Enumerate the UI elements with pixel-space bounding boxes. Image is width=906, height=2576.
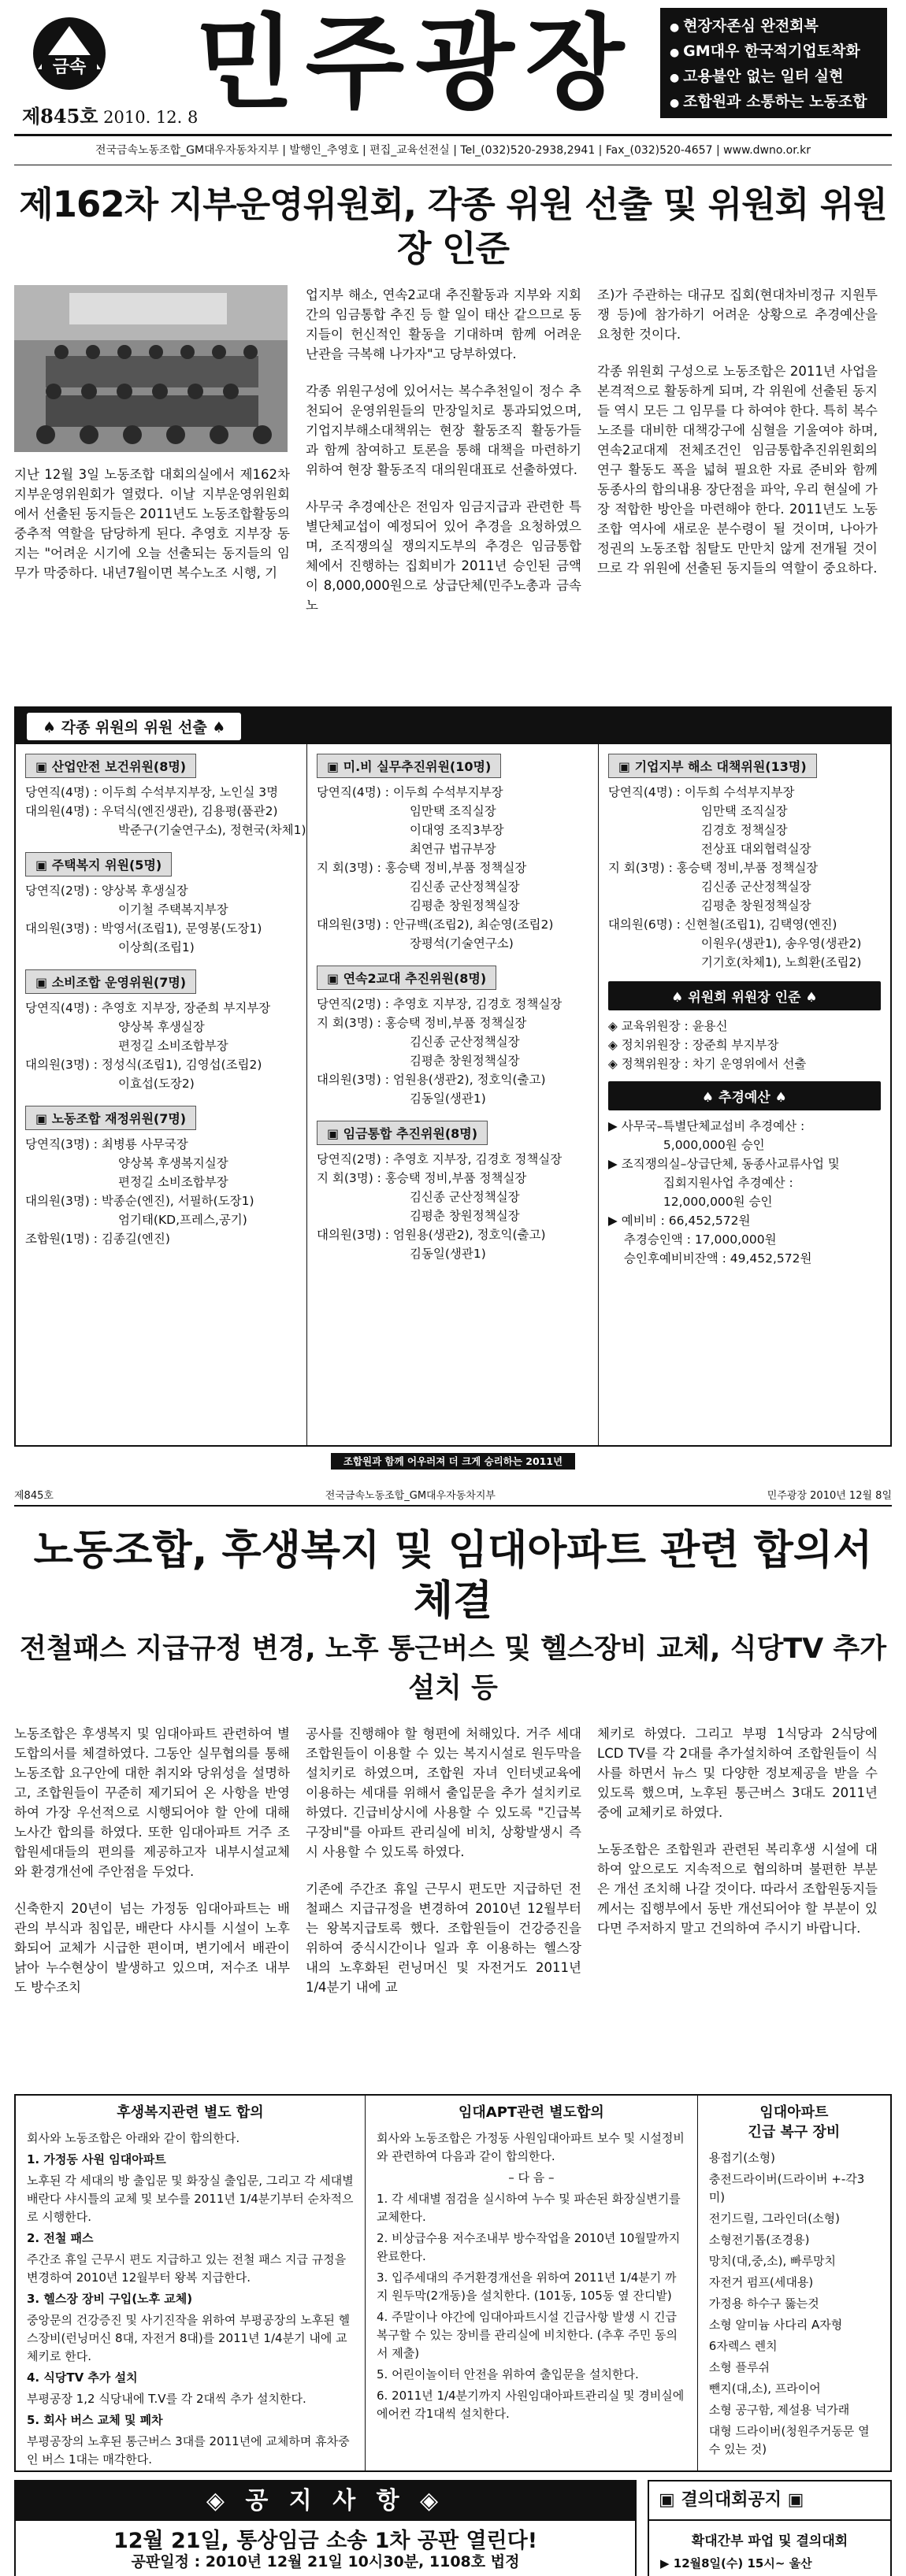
article1-body (14, 285, 892, 706)
notice-heading: ◈ 공 지 사 항 ◈ (16, 2481, 635, 2521)
article2-col3: 체키로 하였다. 그리고 부평 1식당과 2식당에 LCD TV를 각 2대를 추가설치하여 조합원들이 식사를 하면서 뉴스 및 다양한 정보제공을 받을 수 있도록 했으며, 노후된 통근버스 3대도 2011년 중에 교체키로 하였다. 노동조합은 조합원과 관련된 복리후생 시설에 대하여 앞으로도 지속적으로 협의하며 불편한 부분은 개선 조치해 나갈 것이다. 따라서 조합원동지들께서는 집행부에서 동반 개선되어야 할 부분이 있다면 주저하지 말고 건의하여 주시기 바랍니다. (597, 1726, 878, 1936)
newspaper-title: 민주광장 (195, 3, 636, 123)
chair-banner: ♠ 위원회 위원장 인준 ♠ (608, 981, 881, 1010)
masthead (14, 0, 892, 136)
rally-notice-heading: ▣ 결의대회공지 ▣ (649, 2481, 890, 2521)
committee-col-right: ▣ 기업지부 해소 대책위원(13명) 당연직(4명) : 이두희 수석부지부장 임만택 조직실장 김경호 정책실장 전상표 대외협력실장 지 회(3명) : 홍승택 정비,부품 정책실장 김신종 군산정책실장 김평춘 창원정책실장 대의원(6명) : 신현철(조립1), 김택영(엔진) 이원우(생관1), 송우영(생관2) 기기호(차체1), 노희환(조립2) ♠ 위원회 위원장 인준 ♠ ◈ 교육위원장 : 윤용신 ◈ 정치위원장 : 장준희 부지부장 ◈ 정책위원장 : 차기 운영위에서 선출 ♠ 추경예산 ♠ ▶ 사무국–특별단체교섭비 추경예산 : 5,000,000원 승인 ▶ 조직쟁의실–상급단체, 동종사교류사업 및 집회지원사업 추경예산 : 12,000,000원 승인 ▶ 예비비 : 66,452,572원 추경승인액 : 17,000,000원 승인후예비비잔액 : 49,452,572원 (599, 744, 890, 1445)
emergency-equipment-list: 임대아파트 긴급 복구 장비 용접기(소형) 충전드라이버(드라이버 +-각3미) 전기드릴, 그라인더(소형) 소형전기톱(조경용) 망치(대,중,소), 빠루망치 자전거 펌프(세대용) 가정용 하수구 뚫는것 소형 알미늄 사다리 A자형 6자렉스 렌치 소형 플루쉬 뺀지(대,소), 프라이어 소형 공구함, 제설용 넉가래 대형 드라이버(청원주거동문 열수 있는 것) (708, 2104, 870, 2456)
agreement-box (14, 2094, 892, 2472)
chair-item: ◈ 정책위원장 : 차기 운영위에서 선출 (608, 1054, 881, 1073)
budget-item: ▶ 사무국–특별단체교섭비 추경예산 : (608, 1117, 881, 1136)
chair-item: ◈ 교육위원장 : 윤용신 (608, 1017, 881, 1036)
issue-number: 제845호 (22, 105, 98, 128)
issue-info (22, 101, 198, 128)
issue-date: 2010. 12. 8 (103, 108, 199, 127)
slogan: ● GM대우 한국적기업토착화 (670, 39, 878, 65)
chair-item: ◈ 정치위원장 : 장준희 부지부장 (608, 1036, 881, 1054)
slogan: ● 조합원과 소통하는 노동조합 (670, 90, 878, 115)
slogan: ● 고용불안 없는 일터 실현 (670, 65, 878, 90)
committee-col-left (16, 744, 307, 1445)
committee-section: ▣ 노동조합 재정위원(7명) 당연직(3명) : 최병룡 사무국장 양상복 후생복지실장 편정길 소비조합부장 대의원(3명) : 박종순(엔진), 서필하(도장1) 엄기태(KD,프레스,공기) 조합원(1명) : 김종길(엔진) (25, 1103, 297, 1248)
apartment-agreement: 임대APT관련 별도합의 회사와 노동조합은 가정동 사원임대아파트 보수 및 시설정비와 관련하여 다음과 같이 합의한다. – 다 음 – 1. 각 세대별 점검을 실시하여 누수 및 파손된 화장실변기를 교체한다. 2. 비상급수용 저수조내부 방수작업을 2010년 10월말까지 완료한다. 3. 입주세대의 주거환경개선을 위하여 2011년 1/4분기 까지 원두막(2개동)을 설치한다. (101동, 105동 옆 잔디밭) 4. 주말이나 야간에 임대아파트시설 긴급사항 발생 시 긴급 복구할 수 있는 장비를 관리실에 비치한다. (추후 주민 동의서 제출) 5. 어린이놀이터 안전을 위하여 출입문을 설치한다. 6. 2011년 1/4분기까지 사원임대아파트관리실 및 경비실에 에어컨 각1대씩 설치한다. (366, 2096, 698, 2470)
notice-box: ◈ 공 지 사 항 ◈ 12월 21일, 통상임금 소송 1차 공판 열린다! 공판일정 : 2010년 12월 21일 10시30분, 1108호 법정 (14, 2480, 637, 2576)
budget-item: ▶ 예비비 : 66,452,572원 (608, 1211, 881, 1230)
committee-section: ▣ 주택복지 위원(5명) 당연직(2명) : 양상복 후생실장 이기철 주택복지부장 대의원(3명) : 박영서(조립1), 문영봉(도장1) 이상희(조립1) (25, 849, 297, 957)
rally-notice-box: ▣ 결의대회공지 ▣ 확대간부 파업 및 결의대회 ▶ 12월8일(수) 15시~ 울산 (648, 2480, 892, 2576)
union-logo-icon (22, 14, 117, 93)
budget-item: ▶ 조직쟁의실–상급단체, 동종사교류사업 및 (608, 1155, 881, 1173)
committee-section: ▣ 미.비 실무추진위원(10명) 당연직(4명) : 이두희 수석부지부장 임만택 조직실장 이대영 조직3부장 최연규 법규부장 지 회(3명) : 홍승택 정비,부품 정책실장 김신종 군산정책실장 김평춘 창원정책실장 대의원(3명) : 안규백(조립2), 최순영(조립2) 장평석(기술연구소) (317, 751, 589, 953)
article2-headline: 노동조합, 후생복지 및 임대아파트 관련 합의서 체결 (33, 1527, 873, 1625)
article1-headline: 제162차 지부운영위원회, 각종 위원 선출 및 위원회 위원장 인준 (19, 183, 887, 269)
budget-banner: ♠ 추경예산 ♠ (608, 1081, 881, 1110)
committee-box (14, 706, 892, 1447)
slogan-box (660, 8, 887, 118)
publisher-info: 전국금속노동조합_GM대우자동차지부 | 발행인_추영호 | 편집_교육선전실 | Tel_(032)520-2938,2941 | Fax_(032)520-4657 | www.dwno.or.kr (14, 136, 892, 165)
committee-section: ▣ 임금통합 추진위원(8명) 당연직(2명) : 추영호 지부장, 김경호 정책실장 지 회(3명) : 홍승택 정비,부품 정책실장 김신종 군산정책실장 김평춘 창원정책실장 대의원(3명) : 엄원용(생관2), 정호익(출고) 김동일(생관1) (317, 1118, 589, 1263)
notice-area (14, 2480, 892, 2576)
article2-subheadline: 전철패스 지급규정 변경, 노후 통근버스 및 헬스장비 교체, 식당TV 추가설치 등 (19, 1633, 887, 1704)
committee-section: ▣ 소비조합 운영위원(7명) 당연직(4명) : 추영호 지부장, 장준희 부지부장 양상복 후생실장 편정길 소비조합부장 대의원(3명) : 정성식(조립1), 김영섭(조립2) 이효섭(도장2) (25, 966, 297, 1093)
article1-col3: 조)가 주관하는 대규모 집회(현대차비정규 지원투쟁 등)에 참가하기 어려운 상황으로 추경예산을 요청한 것이다. 각종 위원회 구성으로 노동조합은 2011년 사업을 본격적으로 활동하게 되며, 각 위원에 선출된 동지들 역시 모든 그 임무를 다 하여야 한다. 특히 복수노조를 대비한 대책강구에 심혈을 기울여야 하며, 연속2교대제 전체조건인 임금통합추진위원회의 연구 활동도 폭을 넓혀 필요한 자료 준비와 함께 동종사의 합의내용 장단점을 파악, 우리 현실에 가장 적합한 방안을 마련해야 한다. 2011년도 노동조합 역사에 새로운 분수령이 될 것이며, 나아가 정권의 노동조합 침탈도 만만치 않게 전개될 것이므로 각 위원에 선출된 동지들의 역할이 중요하다. (597, 287, 878, 576)
committee-section: ▣ 산업안전 보건위원(8명) 당연직(4명) : 이두희 수석부지부장, 노인실 3명 대의원(4명) : 우덕식(엔진생관), 김용평(품관2) 박준구(기술연구소), 정현국(차체1) (25, 751, 297, 840)
article2-body (14, 1724, 892, 2094)
committee-banner-bar (16, 708, 890, 744)
committee-banner: ♠ 각종 위원의 위원 선출 ♠ (27, 713, 241, 740)
committee-section: ▣ 기업지부 해소 대책위원(13명) 당연직(4명) : 이두희 수석부지부장 임만택 조직실장 김경호 정책실장 전상표 대외협력실장 지 회(3명) : 홍승택 정비,부품 정책실장 김신종 군산정책실장 김평춘 창원정책실장 대의원(6명) : 신현철(조립1), 김택영(엔진) 이원우(생관1), 송우영(생관2) 기기호(차체1), 노희환(조립2) (608, 751, 881, 972)
welfare-agreement: 후생복지관련 별도 합의 회사와 노동조합은 아래와 같이 합의한다. 1. 가정동 사원 임대아파트 노후된 각 세대의 방 출입문 및 화장실 출입문, 그리고 각 세대별 배란다 샤시틀의 교체 및 보수를 2011년 1/4분기부터 순차적으로 시행한다. 2. 전철 패스 주간조 휴일 근무시 편도 지급하고 있는 전철 패스 지급 규정을 변경하여 2010년 12월부터 왕복 지급한다. 3. 헬스장 장비 구입(노후 교체) 중앙문의 건강증진 및 사기진작을 위하여 부평공장의 노후된 헬스장비(런닝머신 8대, 자전거 8대)를 2011년 1/4분기 내에 교체키로 한다. 4. 식당TV 추가 설치 부평공장 1,2 식당내에 T.V를 각 2대씩 추가 설치한다. 5. 회사 버스 교체 및 폐차 부평공장의 노후된 통근버스 3대를 2011년에 교체하며 휴차중인 버스 1대는 매각한다. (16, 2096, 366, 2470)
logo-text: 금속 (52, 57, 87, 77)
article2-col1: 노동조합은 후생복지 및 임대아파트 관련하여 별도합의서를 체결하였다. 그동안 실무협의를 통해 노동조합 요구안에 대한 취지와 당위성을 설명하고, 조합원들이 꾸준히 제기되어 온 사항을 반영하여 가장 우선적으로 시행되어야 할 안에 대해 노사간 합의를 하였다. 또한 임대아파트 거주 조합원세대들의 편의를 제공하고자 내부시설교체와 환경개선에 주안점을 두었다. 신축한지 20년이 넘는 가정동 임대아파트는 배관의 부식과 침입문, 배란다 샤시틀 시설이 노후화되어 교체가 시급한 편이며, 변기에서 배관이 낡아 누수현상이 발생하고 있으며, 저수조 내부도 방수조치 (14, 1726, 290, 1995)
article1-col1: 지난 12월 3일 노동조합 대회의실에서 제162차 지부운영위원회가 열렸다. 이날 지부운영위원회에서 선출된 동지들은 2011년도 노동조합활동의 중추적 역할을 담당하게 된다. 추영호 지부장 동지는 "어려운 시기에 오늘 선출되는 동지들의 임무가 막중하다. 내년7월이면 복수노조 시행, 기 (14, 467, 290, 580)
committee-col-middle (307, 744, 599, 1445)
article1-col2: 업지부 해소, 연속2교대 추진활동과 지부와 지회간의 임금통합 추진 등 할 일이 태산 같으므로 동지들이 헌신적인 활동을 기대하며 함께 어려운 난관을 극복해 나가자"고 당부하였다. 각종 위원구성에 있어서는 복수추천일이 정수 추천되어 운영위원들의 만장일치로 통과되었으며, 기업지부해소대책위는 현장 활동조직 활동가들과 함께 참여하고 토론을 통해 대책을 마련하기 위하여 현장 활동조직 대의원대표로 선출하였다. 사무국 추경예산은 전임자 임금지급과 관련한 특별단체교섭이 예정되어 있어 추경을 요청하였으며, 조직쟁의실 쟁의지도부의 추경은 임금통합 체에서 진행하는 집회비가 2011년 승인된 금액이 8,000,000원으로 상급단체(민주노총과 금속노 (306, 287, 581, 613)
slogan-strip: 조합원과 함께 어우러져 더 크게 승리하는 2011년 (14, 1453, 892, 1472)
slogan: ● 현장자존심 완전회복 (670, 14, 878, 39)
committee-section: ▣ 연속2교대 추진위원(8명) 당연직(2명) : 추영호 지부장, 김경호 정책실장 지 회(3명) : 홍승택 정비,부품 정책실장 김신종 군산정책실장 김평춘 창원정책실장 대의원(3명) : 엄원용(생관2), 정호익(출고) 김동일(생관1) (317, 962, 589, 1108)
article2-col2: 공사를 진행해야 할 형편에 처해있다. 거주 세대조합원들이 이용할 수 있는 복지시설로 원두막을 설치키로 하였으며, 조합원 자녀 인터넷교육에 이용하는 세대를 위해서 출입문을 추가 설치키로 하였다. 긴급비상시에 사용할 수 있도록 "긴급복구장비"를 아파트 관리실에 비치, 상황발생시 즉시 사용할 수 있도록 하였다. 기존에 주간조 휴일 근무시 편도만 지급하던 전철패스 지급규정을 변경하여 2010년 12월부터는 왕복지급토록 했다. 조합원들이 건강증진을 위하여 중식시간이나 일과 후 이용하는 헬스장 내의 노후화된 런닝머신 및 자전거도 2011년 1/4분기 내에 교 (306, 1726, 581, 1995)
meeting-photo (14, 285, 288, 452)
notice-title-1: 12월 21일, 통상임금 소송 1차 공판 열린다! (113, 2529, 538, 2553)
page-footer: 제845호 전국금속노동조합_GM대우자동차지부 민주광장 2010년 12월 8일 (14, 1481, 892, 1507)
